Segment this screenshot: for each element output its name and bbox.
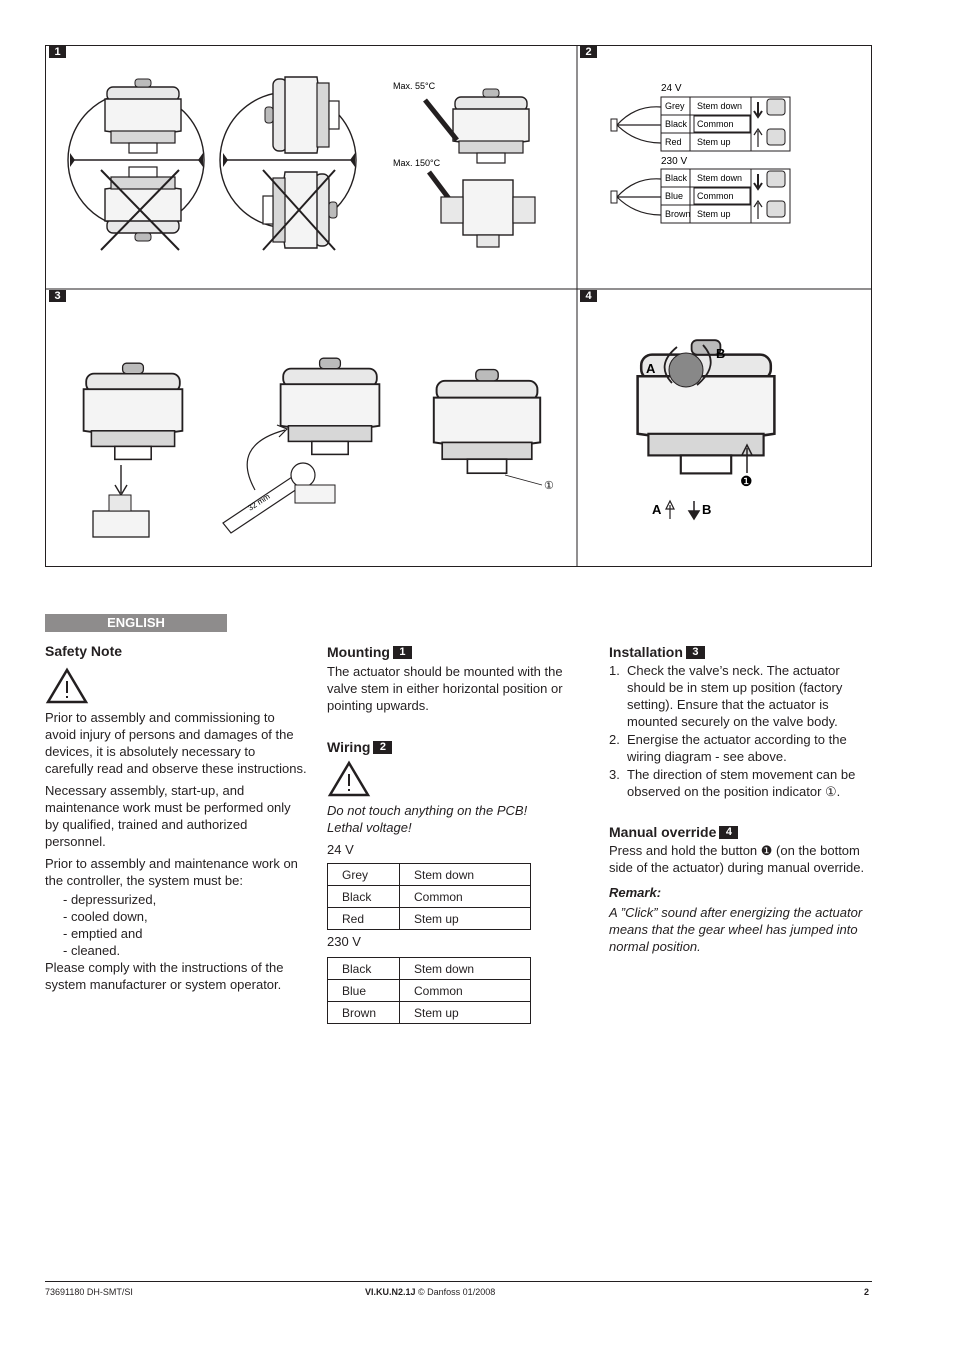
wiring-warning: Do not touch anything on the PCB! Lethal voltage! <box>327 803 528 835</box>
safety-list <box>45 891 307 959</box>
step-number: 1. <box>609 663 620 678</box>
table-cell: Black <box>328 886 400 908</box>
svg-text:Stem down: Stem down <box>697 173 743 183</box>
step-text: Check the valve’s neck. The actuator should be in stem up position (factory setting). Ensure that the actuator is mounted securely on the valve body. <box>627 663 843 729</box>
list-item: - depressurized, <box>63 892 157 907</box>
list-item <box>609 731 875 765</box>
warning-icon <box>45 667 89 705</box>
footer-center <box>365 1287 495 1297</box>
fig1-badge: 1 <box>49 46 66 58</box>
footer-code: VI.KU.N2.1J <box>365 1287 416 1297</box>
installation-override-column <box>609 644 875 955</box>
svg-text:Stem up: Stem up <box>697 137 731 147</box>
fig3-badge: 3 <box>49 290 66 302</box>
list-item: - emptied and <box>63 926 143 941</box>
table-row <box>328 908 531 930</box>
list-item: - cleaned. <box>63 943 121 958</box>
table-cell: Brown <box>328 1002 400 1024</box>
step-number: 3. <box>609 767 620 782</box>
wiring-voltage-230: 230 V <box>327 934 361 949</box>
fig4-manual-override-diagram <box>638 340 775 519</box>
mounting-title <box>327 644 587 660</box>
list-item <box>609 662 875 730</box>
table-row <box>328 1002 531 1024</box>
list-item <box>609 766 875 800</box>
table-cell: Black <box>328 958 400 980</box>
fig1-label-max150: Max. 150°C <box>393 158 441 168</box>
fig4-button-marker: ❶ <box>740 473 753 489</box>
mounting-badge: 1 <box>393 646 412 659</box>
table-cell: Blue <box>328 980 400 1002</box>
fig1-label-max55: Max. 55°C <box>393 81 436 91</box>
step-number: 2. <box>609 732 620 747</box>
warning-icon <box>327 760 371 798</box>
installation-steps <box>609 662 875 800</box>
wiring-badge: 2 <box>373 741 392 754</box>
svg-text:Brown: Brown <box>665 209 691 219</box>
fig3-installation-diagram <box>84 358 554 537</box>
override-title-text: Manual override <box>609 824 717 840</box>
table-cell: Common <box>400 980 531 1002</box>
fig1-temperature-diagram <box>393 81 535 247</box>
override-badge: 4 <box>719 826 738 839</box>
table-row <box>328 958 531 980</box>
remark-text: A ”Click” sound after energizing the actuator means that the gear wheel has jumped into normal position. <box>609 905 863 954</box>
svg-text:Stem up: Stem up <box>697 209 731 219</box>
footer-rule <box>45 1281 872 1282</box>
table-row <box>328 886 531 908</box>
wiring-title <box>327 739 587 755</box>
fig2-voltage-24: 24 V <box>661 83 682 94</box>
override-text: Press and hold the button ❶ (on the bottom side of the actuator) during manual override. <box>609 843 865 875</box>
svg-text:Common: Common <box>697 191 734 201</box>
table-cell: Common <box>400 886 531 908</box>
step-text: Energise the actuator according to the wiring diagram - see above. <box>627 732 847 764</box>
safety-column <box>45 643 307 993</box>
list-item: - cooled down, <box>63 909 148 924</box>
table-row <box>328 864 531 886</box>
svg-text:Grey: Grey <box>665 101 685 111</box>
figure-panel <box>45 45 872 567</box>
footer-doc-number: 73691180 DH-SMT/SI <box>45 1287 133 1297</box>
wiring-table-230 <box>327 957 531 1024</box>
svg-text:Black: Black <box>665 119 688 129</box>
installation-title <box>609 644 875 660</box>
installation-title-text: Installation <box>609 644 683 660</box>
safety-title: Safety Note <box>45 643 123 659</box>
table-cell: Stem down <box>400 958 531 980</box>
fig4-label-b: B <box>716 346 726 361</box>
table-cell: Stem down <box>400 864 531 886</box>
table-cell: Stem up <box>400 1002 531 1024</box>
fig3-wrench-label: 32 mm <box>246 491 272 513</box>
remark-title: Remark: <box>609 885 662 900</box>
override-title <box>609 824 875 840</box>
safety-paragraph-4: Please comply with the instructions of the system manufacturer or system operator. <box>45 960 284 992</box>
safety-paragraph-1: Prior to assembly and commissioning to avoid injury of persons and damages of the devices, it is absolutely necessary to carefully read and observe these instructions. <box>45 710 307 776</box>
safety-paragraph-2: Necessary assembly, start-up, and maintenance work must be performed only by qualified, trained and authorized personnel. <box>45 783 291 849</box>
step-text: The direction of stem movement can be observed on the position indicator ①. <box>627 767 856 799</box>
fig3-indicator-marker: ① <box>544 480 554 492</box>
svg-text:Blue: Blue <box>665 191 684 201</box>
table-cell: Grey <box>328 864 400 886</box>
fig2-wiring-diagram <box>611 83 790 223</box>
fig4-label-a2: A <box>652 502 662 517</box>
wiring-voltage-24: 24 V <box>327 842 354 857</box>
footer-page-number: 2 <box>864 1287 870 1297</box>
table-cell: Red <box>328 908 400 930</box>
mounting-text: The actuator should be mounted with the valve stem in either horizontal position or pointing upwards. <box>327 664 563 713</box>
footer-copyright: © Danfoss 01/2008 <box>415 1287 496 1297</box>
fig4-label-b2: B <box>702 502 712 517</box>
table-cell: Stem up <box>400 908 531 930</box>
fig4-label-a: A <box>646 361 656 376</box>
fig2-badge: 2 <box>580 46 597 58</box>
svg-text:Black: Black <box>665 173 688 183</box>
mounting-title-text: Mounting <box>327 644 390 660</box>
svg-text:Stem down: Stem down <box>697 101 743 111</box>
wiring-table-24 <box>327 863 531 930</box>
figure-panel-drawing <box>45 45 872 567</box>
fig2-voltage-230: 230 V <box>661 156 688 167</box>
mounting-wiring-column <box>327 644 587 1024</box>
wiring-title-text: Wiring <box>327 739 371 755</box>
svg-text:Common: Common <box>697 119 734 129</box>
safety-paragraph-3: Prior to assembly and maintenance work on the controller, the system must be: <box>45 856 298 888</box>
installation-badge: 3 <box>686 646 705 659</box>
table-row <box>328 980 531 1002</box>
svg-text:Red: Red <box>665 137 682 147</box>
fig1-orientation-diagram <box>68 77 356 250</box>
language-header: ENGLISH <box>45 614 227 632</box>
fig4-badge: 4 <box>580 290 597 302</box>
